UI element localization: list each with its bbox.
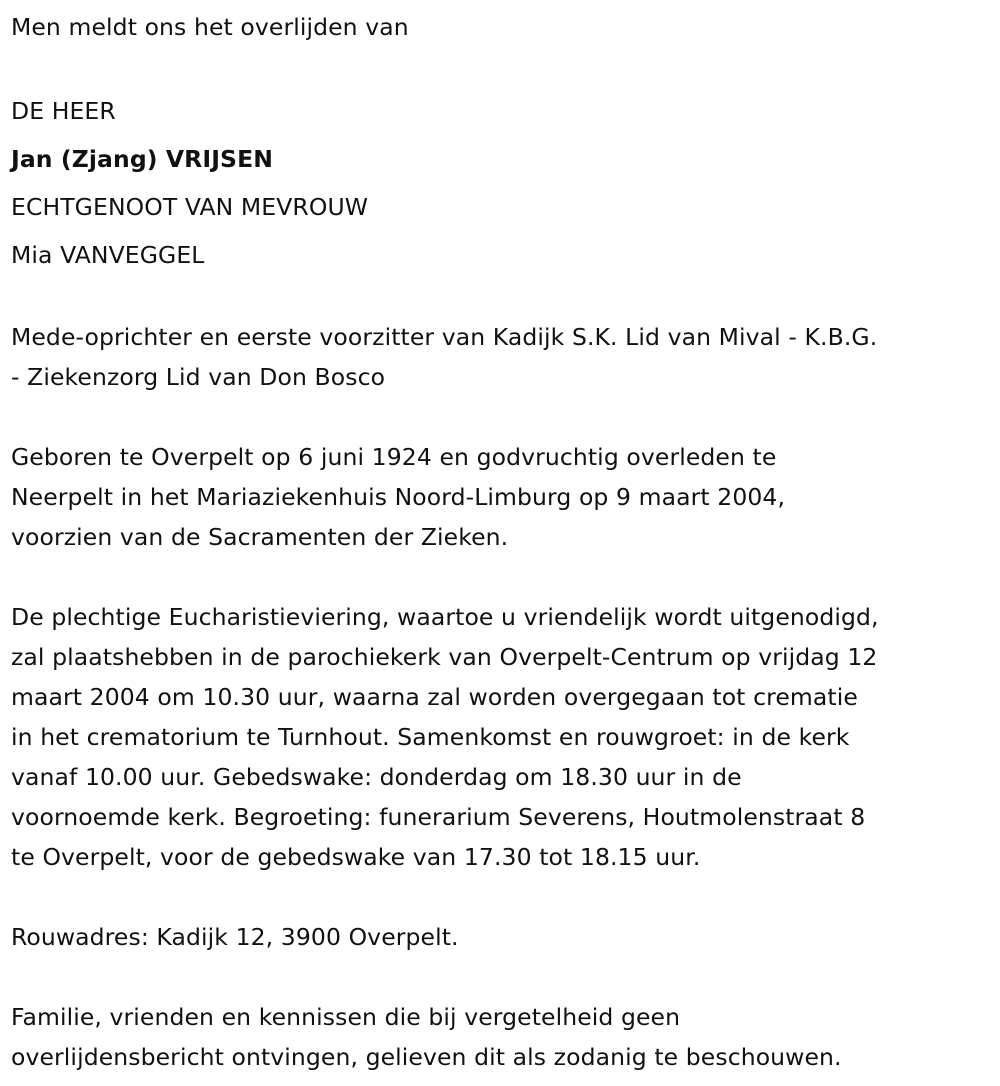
death-notice: [11, 7, 996, 1077]
ceremony-paragraph: [11, 597, 996, 877]
ceremony-line: De plechtige Eucharistieviering, waartoe u vriendelijk wordt uitgenodigd,: [11, 603, 879, 631]
ceremony-line: te Overpelt, voor de gebedswake van 17.30 tot 18.15 uur.: [11, 843, 701, 871]
birth-death-line: Neerpelt in het Mariaziekenhuis Noord-Limburg op 9 maart 2004,: [11, 483, 786, 511]
birth-death-paragraph: [11, 437, 996, 557]
closing-paragraph: [11, 997, 996, 1077]
closing-line: overlijdensbericht ontvingen, gelieven dit als zodanig te beschouwen.: [11, 1043, 842, 1071]
honorific-title: DE HEER: [11, 97, 116, 125]
intro-paragraph: [11, 7, 996, 47]
spouse-name: Mia VANVEGGEL: [11, 241, 205, 269]
ceremony-line: voornoemde kerk. Begroeting: funerarium Severens, Houtmolenstraat 8: [11, 803, 866, 831]
roles-paragraph: [11, 317, 996, 397]
ceremony-line: maart 2004 om 10.30 uur, waarna zal worden overgegaan tot crematie: [11, 683, 858, 711]
ceremony-line: zal plaatshebben in de parochiekerk van Overpelt-Centrum op vrijdag 12: [11, 643, 878, 671]
birth-death-line: voorzien van de Sacramenten der Zieken.: [11, 523, 509, 551]
intro-text: Men meldt ons het overlijden van: [11, 13, 409, 41]
ceremony-line: vanaf 10.00 uur. Gebedswake: donderdag om 18.30 uur in de: [11, 763, 742, 791]
closing-line: Familie, vrienden en kennissen die bij vergetelheid geen: [11, 1003, 681, 1031]
birth-death-line: Geboren te Overpelt op 6 juni 1924 en godvruchtig overleden te: [11, 443, 777, 471]
spouse-label: ECHTGENOOT VAN MEVROUW: [11, 193, 369, 221]
address-paragraph: [11, 917, 996, 957]
roles-line: Mede-oprichter en eerste voorzitter van Kadijk S.K. Lid van Mival - K.B.G.: [11, 323, 878, 351]
ceremony-line: in het crematorium te Turnhout. Samenkomst en rouwgroet: in de kerk: [11, 723, 850, 751]
deceased-name: Jan (Zjang) VRIJSEN: [11, 145, 273, 173]
roles-line: - Ziekenzorg Lid van Don Bosco: [11, 363, 386, 391]
deceased-block: [11, 87, 996, 279]
mourning-address: Rouwadres: Kadijk 12, 3900 Overpelt.: [11, 923, 459, 951]
